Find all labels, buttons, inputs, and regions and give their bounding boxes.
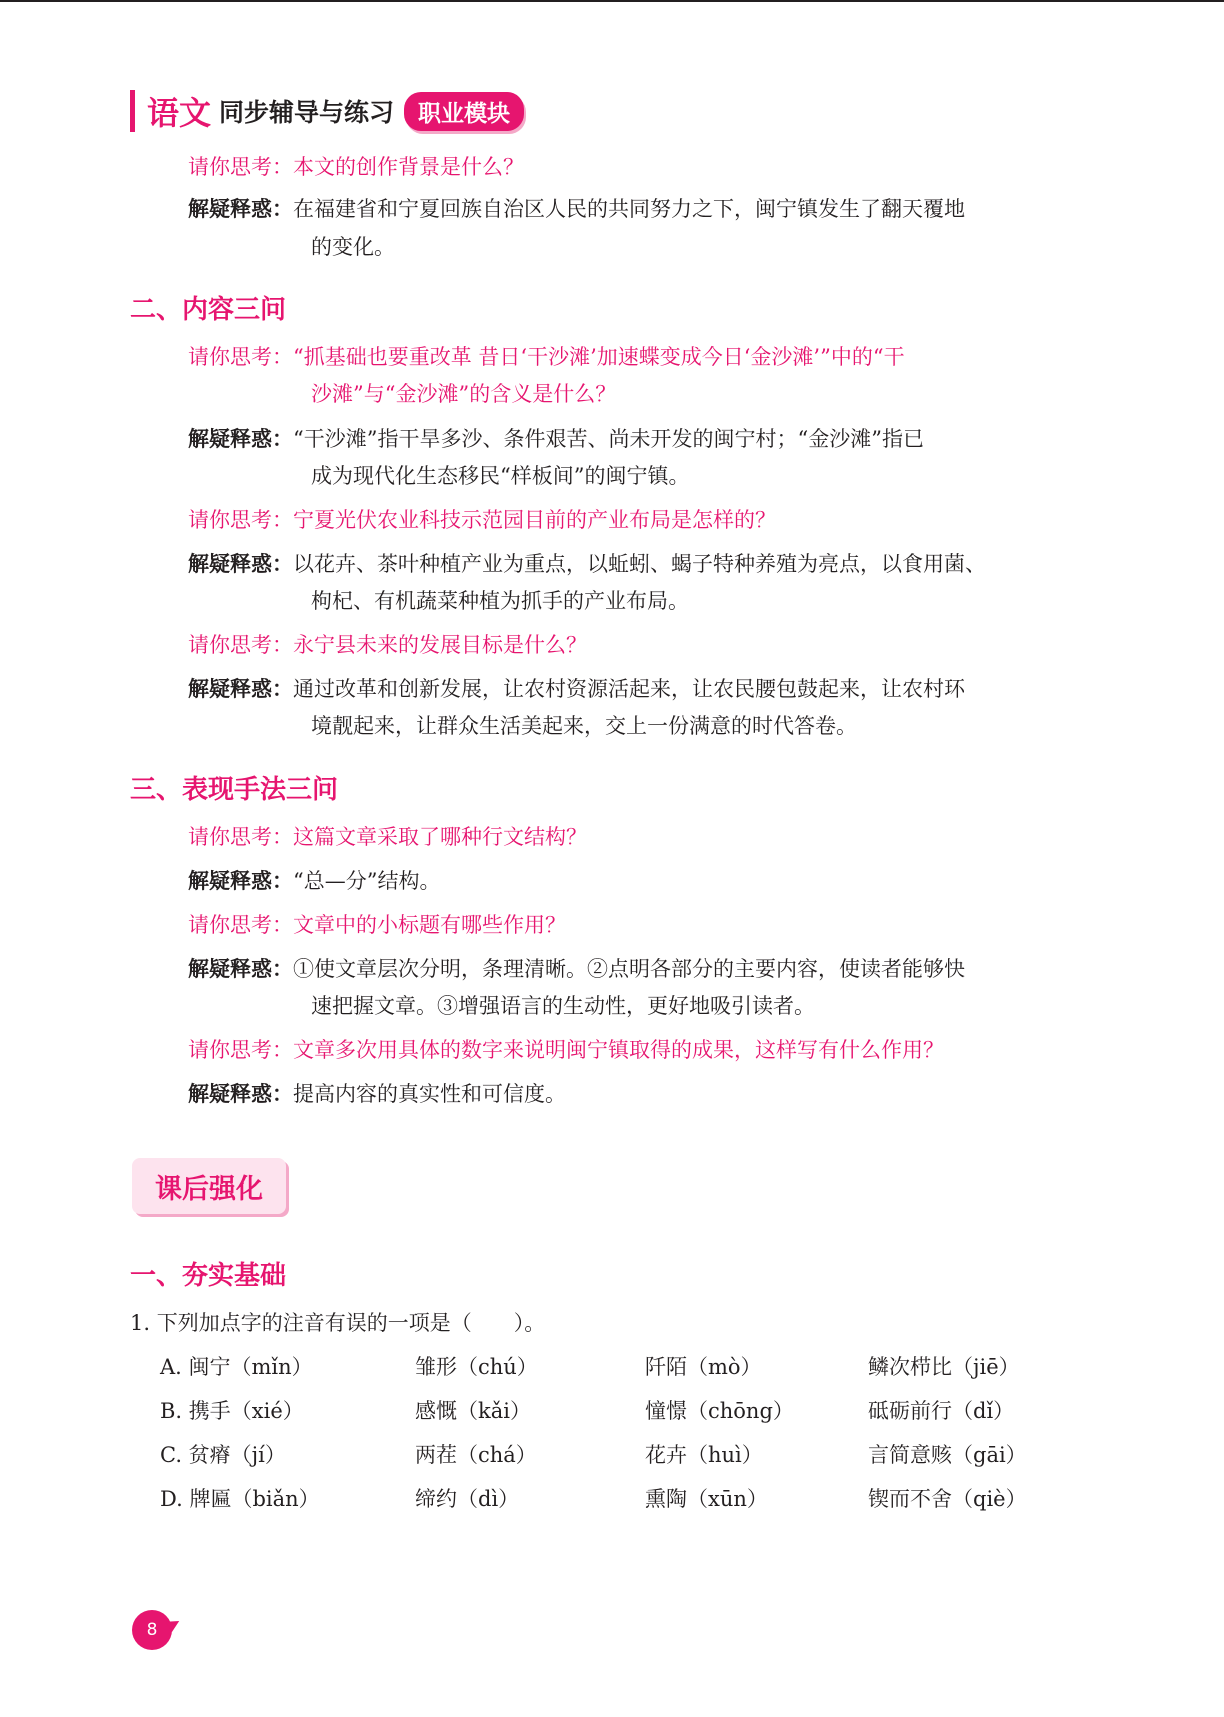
question-label: 请你思考： bbox=[188, 1038, 293, 1062]
page-header bbox=[130, 90, 524, 132]
after-class-box bbox=[132, 1158, 286, 1214]
answer-text: 以花卉、茶叶种植产业为重点，以蚯蚓、蝎子特种养殖为亮点，以食用菌、 bbox=[293, 552, 986, 576]
option-item: A. 闽宁（mǐn） bbox=[160, 1355, 313, 1379]
option-item: C. 贫瘠（jí） bbox=[160, 1443, 286, 1467]
section-heading: 二、内容三问 bbox=[130, 295, 287, 325]
question-label: 请你思考： bbox=[188, 345, 293, 369]
answer-text: 通过改革和创新发展，让农村资源活起来，让农民腰包鼓起来，让农村环 bbox=[293, 677, 965, 701]
option-item: 花卉（huì） bbox=[645, 1443, 763, 1467]
answer-text: 提高内容的真实性和可信度。 bbox=[293, 1082, 566, 1106]
s3-q3 bbox=[188, 1033, 944, 1067]
s2-q3 bbox=[188, 628, 587, 662]
s2-a3-cont: 境靓起来，让群众生活美起来，交上一份满意的时代答卷。 bbox=[311, 714, 857, 738]
question-label: 请你思考： bbox=[188, 508, 293, 532]
section-heading: 一、夯实基础 bbox=[130, 1261, 287, 1291]
s2-a2 bbox=[188, 547, 986, 581]
intro-answer bbox=[188, 192, 965, 226]
question-text: 本文的创作背景是什么？ bbox=[293, 155, 524, 179]
s2-q2 bbox=[188, 503, 776, 537]
exercise-question: 1. 下列加点字的注音有误的一项是（ ）。 bbox=[130, 1311, 546, 1335]
option-item: 言简意赅（gāi） bbox=[868, 1443, 1027, 1467]
option-item: 砥砺前行（dǐ） bbox=[868, 1399, 1015, 1423]
s2-a1-cont: 成为现代化生态移民“样板间”的闽宁镇。 bbox=[311, 464, 690, 488]
option-row-d bbox=[160, 1482, 1080, 1516]
answer-label: 解疑释惑： bbox=[188, 1082, 293, 1106]
s3-a3 bbox=[188, 1077, 566, 1111]
option-item: 雏形（chú） bbox=[415, 1355, 538, 1379]
option-item: 缔约（dì） bbox=[415, 1487, 520, 1511]
s3-q1 bbox=[188, 820, 587, 854]
answer-text: 在福建省和宁夏回族自治区人民的共同努力之下，闽宁镇发生了翻天覆地 bbox=[293, 197, 965, 221]
s2-a1 bbox=[188, 422, 924, 456]
option-item: D. 牌匾（biǎn） bbox=[160, 1487, 320, 1511]
answer-label: 解疑释惑： bbox=[188, 957, 293, 981]
s2-a2-cont: 枸杞、有机蔬菜种植为抓手的产业布局。 bbox=[311, 589, 689, 613]
option-item: 锲而不舍（qiè） bbox=[868, 1487, 1027, 1511]
question-text: 这篇文章采取了哪种行文结构？ bbox=[293, 825, 587, 849]
top-rule bbox=[0, 0, 1224, 2]
option-row-b bbox=[160, 1394, 1080, 1428]
option-item: 感慨（kǎi） bbox=[415, 1399, 531, 1423]
s2-q1 bbox=[188, 340, 905, 374]
page-number: 8 bbox=[132, 1610, 172, 1650]
answer-label: 解疑释惑： bbox=[188, 869, 293, 893]
header-subtitle: 同步辅导与练习 bbox=[219, 98, 395, 127]
s2-a3 bbox=[188, 672, 965, 706]
question-text: 宁夏光伏农业科技示范园目前的产业布局是怎样的？ bbox=[293, 508, 776, 532]
header-subject: 语文 bbox=[147, 94, 212, 132]
option-item: 鳞次栉比（jiē） bbox=[868, 1355, 1020, 1379]
question-text: 文章中的小标题有哪些作用？ bbox=[293, 913, 566, 937]
intro-answer-cont: 的变化。 bbox=[311, 235, 395, 259]
option-item: 阡陌（mò） bbox=[645, 1355, 762, 1379]
option-row-c bbox=[160, 1438, 1080, 1472]
s3-a2 bbox=[188, 952, 965, 986]
s2-q1-cont: 沙滩”与“金沙滩”的含义是什么？ bbox=[311, 382, 617, 406]
option-item: B. 携手（xié） bbox=[160, 1399, 304, 1423]
answer-label: 解疑释惑： bbox=[188, 197, 293, 221]
answer-label: 解疑释惑： bbox=[188, 552, 293, 576]
option-item: 憧憬（chōng） bbox=[645, 1399, 794, 1423]
question-text: 文章多次用具体的数字来说明闽宁镇取得的成果，这样写有什么作用？ bbox=[293, 1038, 944, 1062]
s3-a1 bbox=[188, 864, 440, 898]
section-heading: 三、表现手法三问 bbox=[130, 775, 339, 805]
question-label: 请你思考： bbox=[188, 633, 293, 657]
after-class-title: 课后强化 bbox=[155, 1173, 263, 1205]
answer-text: “干沙滩”指干旱多沙、条件艰苦、尚未开发的闽宁村；“金沙滩”指已 bbox=[293, 427, 924, 451]
option-item: 熏陶（xūn） bbox=[645, 1487, 768, 1511]
question-label: 请你思考： bbox=[188, 825, 293, 849]
s3-q2 bbox=[188, 908, 566, 942]
answer-label: 解疑释惑： bbox=[188, 427, 293, 451]
option-item: 两茬（chá） bbox=[415, 1443, 537, 1467]
intro-question bbox=[188, 150, 524, 184]
question-text: “抓基础也要重改革 昔日‘干沙滩’加速蝶变成今日‘金沙滩’”中的“干 bbox=[293, 345, 905, 369]
answer-label: 解疑释惑： bbox=[188, 677, 293, 701]
question-label: 请你思考： bbox=[188, 155, 293, 179]
option-row-a bbox=[160, 1350, 1080, 1384]
s3-a2-cont: 速把握文章。③增强语言的生动性，更好地吸引读者。 bbox=[311, 994, 815, 1018]
question-text: 永宁县未来的发展目标是什么？ bbox=[293, 633, 587, 657]
header-accent-bar bbox=[130, 90, 135, 132]
header-badge: 职业模块 bbox=[404, 92, 524, 131]
question-label: 请你思考： bbox=[188, 913, 293, 937]
answer-text: ①使文章层次分明，条理清晰。②点明各部分的主要内容，使读者能够快 bbox=[293, 957, 965, 981]
answer-text: “总—分”结构。 bbox=[293, 869, 441, 893]
